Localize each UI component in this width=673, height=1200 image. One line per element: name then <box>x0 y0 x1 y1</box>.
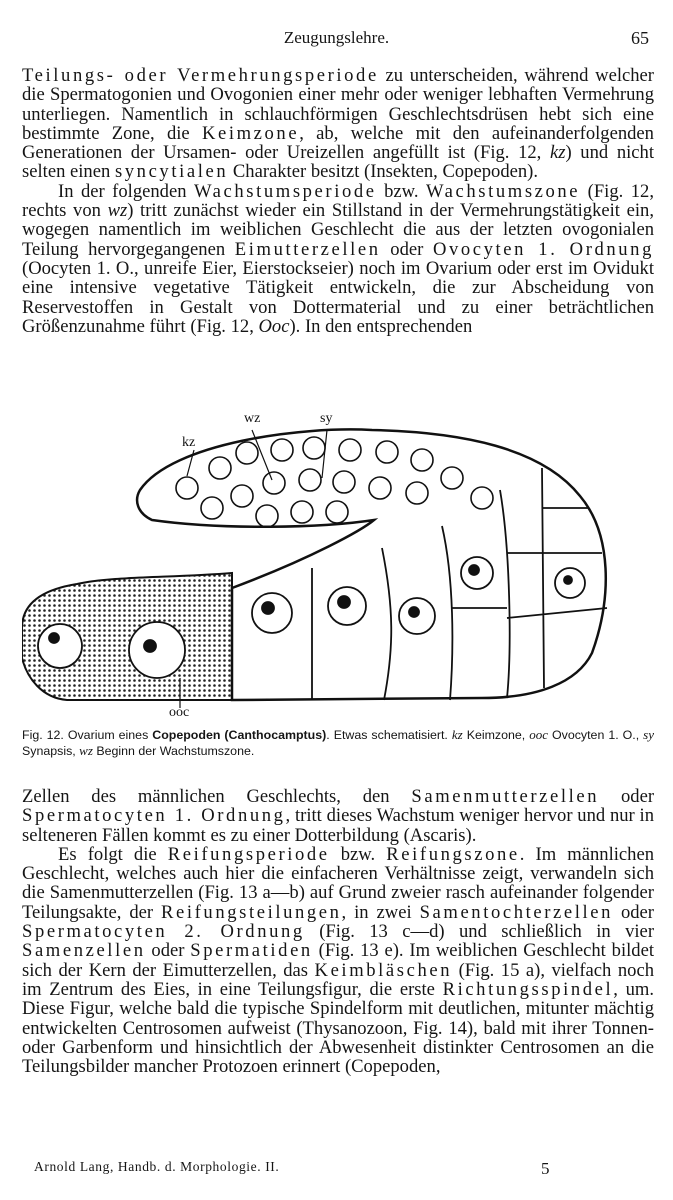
caption-run: Beginn der Wachstumszone. <box>92 744 255 758</box>
text-run: (Oocyten 1. O., unreife Eier, Eierstockseier) noch im Ovarium oder erst im Ovidukt eine intensive vegetative Tätigkeit entwickeln, die zur Abscheidung von Reservestoffen in Gestalt von Dottermaterial und zu einer beträchtlichen Größenzunahme führt (Fig. 12, <box>22 257 654 337</box>
caption-run: Synapsis, <box>22 744 80 758</box>
text-run: bzw. <box>376 180 426 202</box>
text-run: , in zwei <box>341 901 420 923</box>
spaced-term: Spermatocyten 1. Ordnung <box>22 805 286 827</box>
spaced-term: Teilungs- oder Vermehrungsperiode <box>22 65 379 86</box>
paragraph <box>22 182 654 336</box>
label-ooc: ooc <box>169 705 190 718</box>
spaced-term: Eimutterzellen <box>234 238 381 260</box>
text-run: ) tritt zunächst wieder ein Stillstand in der Vermehrungstätigkeit ein, wogegen namentlich im weiblichen Geschlecht die aus der letzten ovogonialen Teilung hervorgegangenen <box>22 200 654 260</box>
spaced-term: Wachstumsperiode <box>194 180 377 202</box>
text-run: (Fig. 15 a), vielfach noch im Zentrum des Eies, in eine Teilungsfigur, die erste <box>22 959 654 1000</box>
figure-ref-label: Ooc <box>258 315 290 337</box>
figure-ovarium <box>22 408 654 718</box>
paragraph <box>22 787 654 845</box>
text-run: ). In den entsprechenden <box>289 315 473 337</box>
caption-abbr: kz <box>451 727 463 742</box>
text-run: zu unterscheiden, während welcher die Spermatogonien und Ovogonien einer mehr oder weniger lebhaften Vermehrung unterliegen. Namentlich in schlauchförmigen Geschlechtsdrüsen hebt sich eine bestimmte Zone, die <box>22 65 654 144</box>
ovarium-illustration <box>22 408 654 718</box>
body-text-top <box>22 66 654 336</box>
spaced-term: Keimbläschen <box>314 959 453 981</box>
text-run: oder <box>145 940 191 962</box>
text-run: bzw. <box>329 843 387 865</box>
text-run: . Im männlichen Geschlecht, welches auch hier die einfacheren Verhältnisse zeigt, verwandeln sich die Samenmutterzellen (Fig. 13 a—b) auf Grund zweier rasch aufeinander folgender Teilungsakte, der <box>22 843 655 923</box>
body-text-bottom <box>22 787 654 1076</box>
spaced-term: Samentochterzellen <box>419 901 614 923</box>
page-header <box>0 28 673 50</box>
paragraph <box>22 845 654 1077</box>
text-run: (Fig. 12, rechts von <box>22 180 655 222</box>
caption-species: Copepoden (Canthocamptus) <box>152 728 327 742</box>
paragraph <box>22 66 654 182</box>
text-run: Charakter besitzt (Insekten, Copepoden). <box>228 161 539 183</box>
spaced-term: syncytialen <box>114 161 229 183</box>
caption-run: Fig. 12. Ovarium eines <box>22 728 153 742</box>
spaced-term: Richtungsspindel <box>442 978 614 1000</box>
label-wz: wz <box>244 411 261 426</box>
figure-ref-label: kz <box>549 142 566 164</box>
spaced-term: Wachstumszone <box>426 180 581 202</box>
spaced-term: Reifungszone <box>386 843 520 865</box>
page-number: 65 <box>631 28 649 48</box>
text-run: oder <box>613 901 654 923</box>
caption-run: Ovocyten 1. O., <box>548 728 644 742</box>
text-run: oder <box>599 786 655 807</box>
text-run: Zellen des männlichen Geschlechts, den <box>22 786 412 807</box>
label-sy: sy <box>320 411 333 426</box>
text-run: In der folgenden <box>58 180 194 202</box>
caption-abbr: ooc <box>529 727 549 742</box>
label-kz: kz <box>182 435 196 450</box>
spaced-term: Keimzone <box>201 122 300 144</box>
running-title: Zeugungslehre. <box>283 28 390 47</box>
figure-caption <box>22 727 654 759</box>
text-run: Es folgt die <box>58 843 168 865</box>
spaced-term: Reifungsperiode <box>167 843 330 865</box>
text-run: (Fig. 13 e). Im weiblichen Geschlecht bildet sich der Kern der Eimutterzellen, das <box>22 940 654 981</box>
caption-abbr: wz <box>79 743 93 758</box>
sheet-number: 5 <box>541 1159 550 1178</box>
spaced-term: Samenzellen <box>22 940 146 962</box>
spaced-term: Reifungsteilungen <box>161 901 342 923</box>
book-reference: Arnold Lang, Handb. d. Morphologie. II. <box>34 1159 280 1174</box>
text-run: oder <box>380 238 433 260</box>
text-run: , ab, welche mit den aufeinanderfolgenden Generationen der Ursamen- oder Ureizellen angefüllt ist (Fig. 12, <box>22 122 654 164</box>
spaced-term: Ovocyten 1. Ordnung <box>432 238 654 260</box>
caption-run: Keimzone, <box>462 728 530 742</box>
caption-run: . Etwas schematisiert. <box>326 728 448 742</box>
caption-abbr: sy <box>643 727 654 742</box>
text-run: ) und nicht selten einen <box>22 142 655 183</box>
spaced-term: Samenmutterzellen <box>411 786 600 807</box>
spaced-term: Spermatiden <box>190 940 313 962</box>
page-footer <box>0 1159 673 1181</box>
figure-ref-label: wz <box>107 200 128 222</box>
text-run: , tritt dieses Wachstum weniger hervor und nur in selteneren Fällen kommt es zu einer Dotterbildung (Ascaris). <box>22 805 654 846</box>
text-run: , um. Diese Figur, welche bald die typische Spindelform mit deutlichen, mitunter mächtig entwickelten Centrosomen aufweist (Thysanozoon, Fig. 14), bald mit ihrer Tonnen- oder Garbenform und hinsichtlich der Abwesenheit distinkter Centrosomen an die Teilungsbilder mancher Protozoen erinnert (Copepoden, <box>22 978 654 1078</box>
spaced-term: Spermatocyten 2. Ordnung <box>22 921 305 943</box>
caption-text <box>22 727 654 759</box>
text-run: (Fig. 13 c—d) und schließlich in vier <box>304 921 655 943</box>
